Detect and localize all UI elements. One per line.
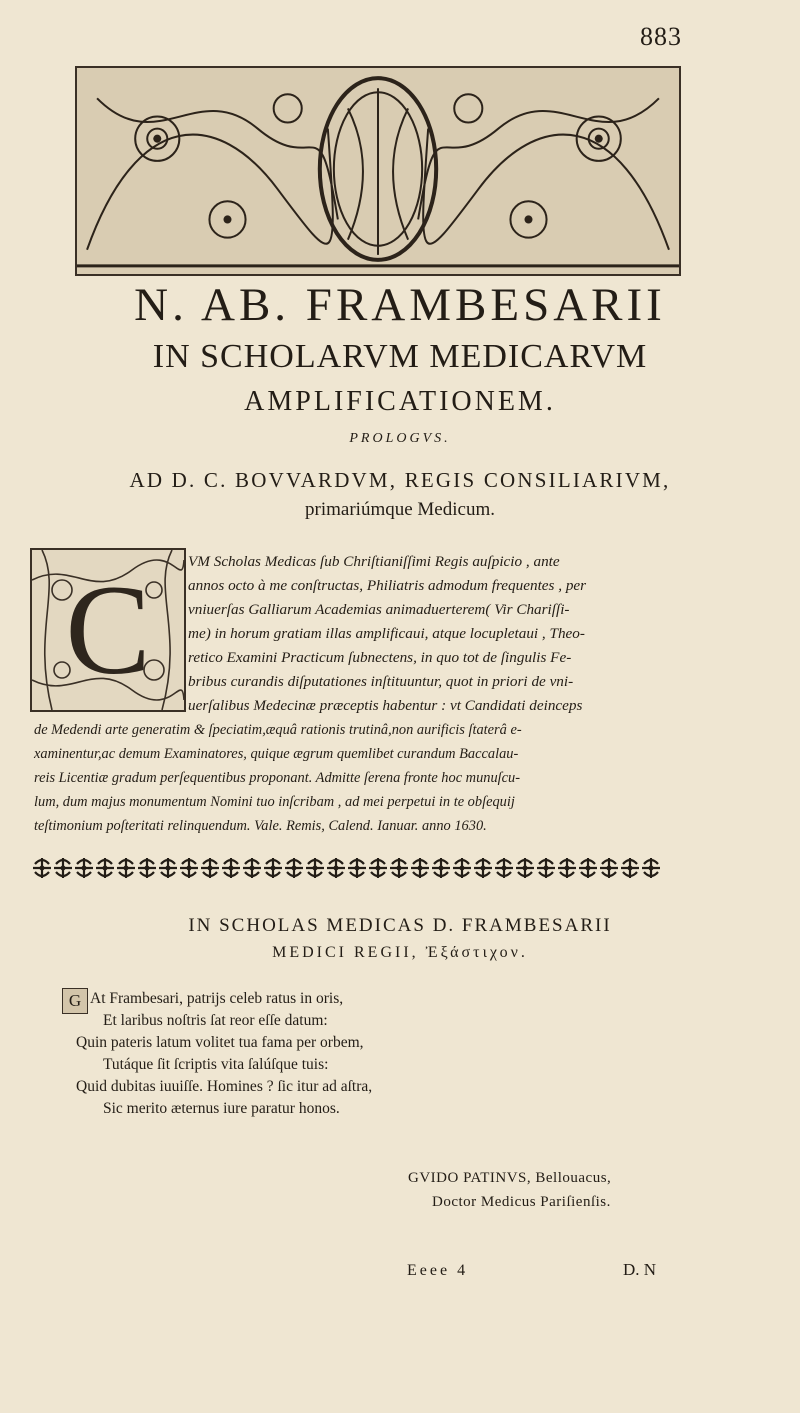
verse-line: Quin pateris latum volitet tua fama per orbem,	[76, 1034, 364, 1051]
prose-line: xaminentur,ac demum Examinatores, quique ægrum quemlibet curandum Baccalau-	[34, 746, 519, 762]
catchword: D. N	[623, 1260, 657, 1279]
title-line-2: IN SCHOLARVM MEDICARVM	[152, 338, 648, 375]
decorated-initial-icon	[30, 548, 186, 712]
poem-title: IN SCHOLAS MEDICAS D. FRAMBESARII	[188, 915, 612, 936]
author-name: GVIDO PATINVS, Bellouacus,	[408, 1170, 612, 1186]
dedication-line-1: AD D. C. BOVVARDVM, REGIS CONSILIARIVM,	[129, 468, 671, 492]
prose-line: vniuerſas Galliarum Academias animaduerterem( Vir Chariſſi-	[188, 601, 570, 618]
prose-line: teſtimonium poſteritati relinquendum. Vale. Remis, Calend. Ianuar. anno 1630.	[34, 818, 487, 834]
prologus-heading: PROLOGVS.	[349, 431, 451, 446]
prose-line: VM Scholas Medicas ſub Chriſtianiſſimi Regis auſpicio , ante	[188, 553, 560, 570]
author-title: Doctor Medicus Pariſienſis.	[432, 1194, 611, 1210]
prose-line: retico Examini Practicum ſubnectens, in quo tot de ſingulis Fe-	[188, 649, 572, 666]
prose-line: annos octo à me conſtructas, Philiatris admodum frequentes , per	[188, 577, 587, 594]
prose-line: bribus curandis diſputationes inſtituuntur, quot in priori de vni-	[188, 673, 574, 690]
dedication-line-2: primariúmque Medicum.	[305, 499, 495, 520]
verse-line: Sic merito æternus iure paratur honos.	[103, 1100, 340, 1117]
verse-line: Quid dubitas iuuiſſe. Homines ? ſic itur ad aſtra,	[76, 1078, 373, 1095]
prose-line: lum, dum majus monumentum Nomini tuo inſcribam , ad mei perpetui in te obſequij	[34, 794, 515, 810]
verse-line: Tutáque ſit ſcriptis vita ſalúſque tuis:	[103, 1056, 329, 1073]
fleuron-ornament-icon	[32, 854, 672, 882]
title-line-1: N. AB. FRAMBESARII	[134, 279, 666, 331]
prose-line: de Medendi arte generatim & ſpeciatim,æquâ rationis trutinâ,non aurificis ſtaterâ e-	[34, 722, 522, 738]
signature-mark: Eeee 4	[407, 1262, 469, 1279]
folio-number: 883	[640, 22, 682, 51]
ornamental-headpiece-icon	[75, 66, 681, 276]
prose-line: uerſalibus Medecinæ præceptis habentur : vt Candidati deinceps	[188, 697, 583, 714]
title-line-3: AMPLIFICATIONEM.	[244, 386, 556, 417]
verse-line: At Frambesari, patrijs celeb ratus in oris,	[90, 990, 344, 1007]
verse-line: Et laribus noſtris ſat reor eſſe datum:	[103, 1012, 328, 1029]
initial-letter: C	[65, 559, 151, 701]
prose-line: me) in horum gratiam illas amplificaui, atque locupletaui , Theo-	[188, 625, 585, 642]
prose-line: reis Licentiæ gradum perſequentibus proponant. Admitte ſerena fronte hoc munuſcu-	[34, 770, 521, 786]
poem-subtitle: MEDICI REGII, Ἐξάστιχον.	[272, 944, 528, 961]
poem-initial-letter: G	[62, 988, 88, 1014]
